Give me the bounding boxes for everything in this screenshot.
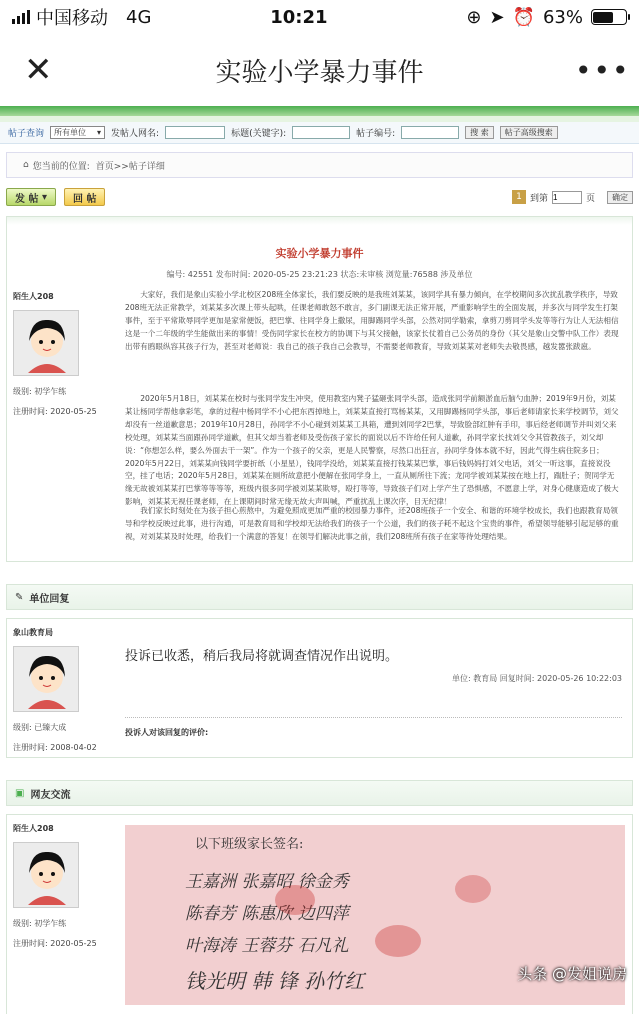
page-confirm-button[interactable]: 确定 bbox=[607, 191, 633, 204]
unit-select[interactable]: 所有单位 ▾ bbox=[50, 126, 105, 139]
forum-section-header: ▣ 网友交流 bbox=[6, 780, 633, 806]
battery-percent: 63% bbox=[542, 6, 583, 28]
sig-line: 陈春芳 陈惠欣 边四萍 bbox=[185, 904, 349, 924]
post-paragraph: 2020年5月18日，刘某某在校时与张同学发生冲突，使用教室内凳子猛砸张同学头部，造成张同学前额淤血后脑勺血肿；2019年9月份，刘某某让杨同学帮他拿彩笔，拿的过程中杨同学不小心把东西掉地上，刘某某直接打骂杨某某，又用脚踢杨同学头部，事后老师请家长来学校调节，刘父却没有一丝道歉意思；2019年10月28日，孙同学不小心碰到刘某某工具箱，遭到刘同学2巴掌，导致脸部红肿有手印，事后经老师调节并叫刘父来校处理，刘某某当面跟孙同学道歉，但其父却当着老师及受伤孩子家长的面说以后不许给任何人道歉，孙同学家长找刘父令其管教孩子，刘父却说：“你想怎么样，要么外面去干一架”。作为一个孩子的父亲，更是人民警察，尽然口出狂言，孙同学身体本就不好，因此气得生病住院多日；2020年5月22日，刘某某向钱同学要折纸（小星星），钱同学没给，刘某某直接打钱某某巴掌，事后钱妈妈打刘父电话，刘父一听这事，直接说没空，挂了电话；2020年5月28日，刘某某在厕所故意把小便解在张同学身上，一直从厕所往下流；龙同学被刘某某按在地上打，踹肚子；贺同学无缘无故被刘某某打巴掌等等等等，班级内很多同学被刘某某欺辱，殴打等等，导致孩子们对上学产生了恐惧感，不愿意上学，对身心健康造成了极大影响，刘某某无视任课老师，在上课期间时常无缘无故大声叫喊，严重扰乱上课次序，目无纪律！ bbox=[125, 394, 619, 507]
page-title: 实验小学暴力事件 bbox=[215, 57, 424, 88]
replier-name: 象山教育局 bbox=[13, 628, 53, 637]
page-unit: 页 bbox=[585, 193, 595, 204]
forum-user-info bbox=[13, 823, 113, 954]
carrier: 中国移动 bbox=[36, 8, 108, 29]
reply-section-header: ✎ 单位回复 bbox=[6, 584, 633, 610]
webview bbox=[0, 106, 639, 994]
search-bar bbox=[0, 122, 639, 144]
page-input[interactable] bbox=[552, 191, 582, 204]
poster-label: 发帖人网名: bbox=[111, 129, 160, 139]
breadcrumb-prefix: 您当前的位置: bbox=[32, 161, 90, 172]
alarm-icon: ⏰ bbox=[512, 6, 535, 28]
reply-text: 投诉已收悉，稍后我局将就调查情况作出说明。 bbox=[125, 649, 399, 664]
sig-line: 王嘉洲 张嘉昭 徐金秀 bbox=[185, 872, 349, 892]
network-type: 4G bbox=[126, 6, 152, 28]
home-icon: ⌂ bbox=[23, 160, 29, 170]
post-paragraph: 大家好，我们是象山实验小学北校区208班全体家长，我们要反映的是我班刘某某，该同学具有暴力倾向，在学校期间多次扰乱教学秩序，导致208班无法正常教学，刘某某多次课上带头起哄，任课老师敢怒不敢言，多门副课无法正常开展，严重影响学生的全面发展，并多次与同学发生打架事件，至于平常欺辱同学更加是家常便饭，把巴掌、往同学身上撒尿，用脚踢同学头部，公然对同学勒索，拿剪刀剪同学头发等等行为让人无法相信这是一个二年级的学生能做出来的事情！受伤同学家长在校方的协调下与其父接触，该家长仗着自己公务员的身份（其父是象山交警中队工作）表现出带有鸥眼纵容其孩子行为，甚至对老师说：我自己的孩子我自己会教导，不需要老师教育，导致刘某某对老师失去敬畏感，越发嚣张跋扈。 bbox=[125, 290, 619, 351]
sig-title: 以下班级家长签名: bbox=[195, 837, 304, 852]
replier-info bbox=[13, 627, 113, 758]
chat-icon: ▣ bbox=[15, 787, 25, 799]
post-no-input[interactable] bbox=[401, 126, 459, 139]
reply-meta: 单位: 教育局 回复时间: 2020-05-26 10:22:03 bbox=[452, 674, 622, 683]
close-icon[interactable]: ✕ bbox=[24, 50, 53, 90]
title-label: 标题(关键字): bbox=[231, 129, 287, 139]
poster-reg-date: 注册时间: 2020-05-25 bbox=[13, 407, 97, 416]
status-bar bbox=[0, 0, 639, 34]
avatar[interactable] bbox=[13, 646, 79, 712]
poster-name: 陌生人208 bbox=[13, 292, 54, 301]
reply-button[interactable]: 回 帖 bbox=[64, 188, 105, 206]
page-to-label: 到第 bbox=[529, 193, 548, 204]
avatar[interactable] bbox=[13, 310, 79, 376]
page-current[interactable]: 1 bbox=[512, 190, 526, 204]
sig-line: 钱光明 韩 锋 孙竹红 bbox=[185, 969, 365, 993]
post-panel bbox=[6, 216, 633, 562]
toolbar bbox=[0, 182, 639, 212]
pager bbox=[512, 190, 633, 204]
forum-user-reg-date: 注册时间: 2020-05-25 bbox=[13, 939, 97, 948]
edit-icon: ✎ bbox=[15, 591, 24, 603]
more-icon[interactable]: ••• bbox=[574, 53, 631, 87]
avatar[interactable] bbox=[13, 842, 79, 908]
chevron-down-icon: ▾ bbox=[97, 128, 102, 137]
post-paragraph: 我们家长时刻处在为孩子担心煎熬中，为避免照成更加严重的校园暴力事件，还208班孩子一个安全、和谐的环境学校成长，我们也跟教育局领导和学校反映过此事，进行沟通，可是教育局和学校却无法给我们的孩子一个公道，我们的孩子耗不起这个宝贵的事件，希望领导能够引起足够的重视，对刘某某及时处理，给我们一个满意的答复！在领导们解决此事之前，我们208班所有孩子在家等待处理结果。 bbox=[125, 506, 619, 541]
header-banner bbox=[0, 106, 639, 116]
breadcrumb-path[interactable]: 首页>>帖子详细 bbox=[95, 161, 165, 172]
watermark: 头条 @发姐说房 bbox=[517, 965, 627, 983]
search-button[interactable]: 搜 索 bbox=[465, 126, 494, 139]
poster-input[interactable] bbox=[165, 126, 225, 139]
clock: 10:21 bbox=[270, 6, 328, 28]
replier-level: 级别: 已臻大成 bbox=[13, 723, 67, 732]
lock-rotation-icon: ⊕ bbox=[466, 6, 482, 28]
forum-user-name: 陌生人208 bbox=[13, 824, 54, 833]
title-input[interactable] bbox=[292, 126, 350, 139]
replier-reg-date: 注册时间: 2008-04-02 bbox=[13, 743, 97, 752]
nav-bar bbox=[0, 34, 639, 106]
search-label: 帖子查询 bbox=[8, 129, 45, 139]
reply-panel bbox=[6, 618, 633, 758]
post-no-label: 帖子编号: bbox=[356, 129, 396, 139]
advanced-search-button[interactable]: 帖子高级搜索 bbox=[500, 126, 558, 139]
post-title: 实验小学暴力事件 bbox=[275, 247, 364, 260]
forum-user-level: 级别: 初学乍练 bbox=[13, 919, 67, 928]
poster-info bbox=[13, 291, 113, 422]
breadcrumb bbox=[6, 152, 633, 178]
location-icon: ➤ bbox=[489, 6, 505, 28]
new-post-button[interactable]: 发 帖 ▾ bbox=[6, 188, 56, 206]
poster-level: 级别: 初学乍练 bbox=[13, 387, 67, 396]
sig-line: 叶海涛 王蓉芬 石凡礼 bbox=[185, 936, 349, 956]
signal-icon bbox=[12, 10, 30, 24]
reply-rating-label: 投诉人对该回复的评价: bbox=[125, 728, 209, 737]
forum-panel bbox=[6, 814, 633, 1014]
battery-icon bbox=[591, 9, 627, 25]
post-meta: 编号: 42551 发布时间: 2020-05-25 23:21:23 状态:未审核 浏览量:76588 涉及单位 bbox=[166, 270, 473, 279]
